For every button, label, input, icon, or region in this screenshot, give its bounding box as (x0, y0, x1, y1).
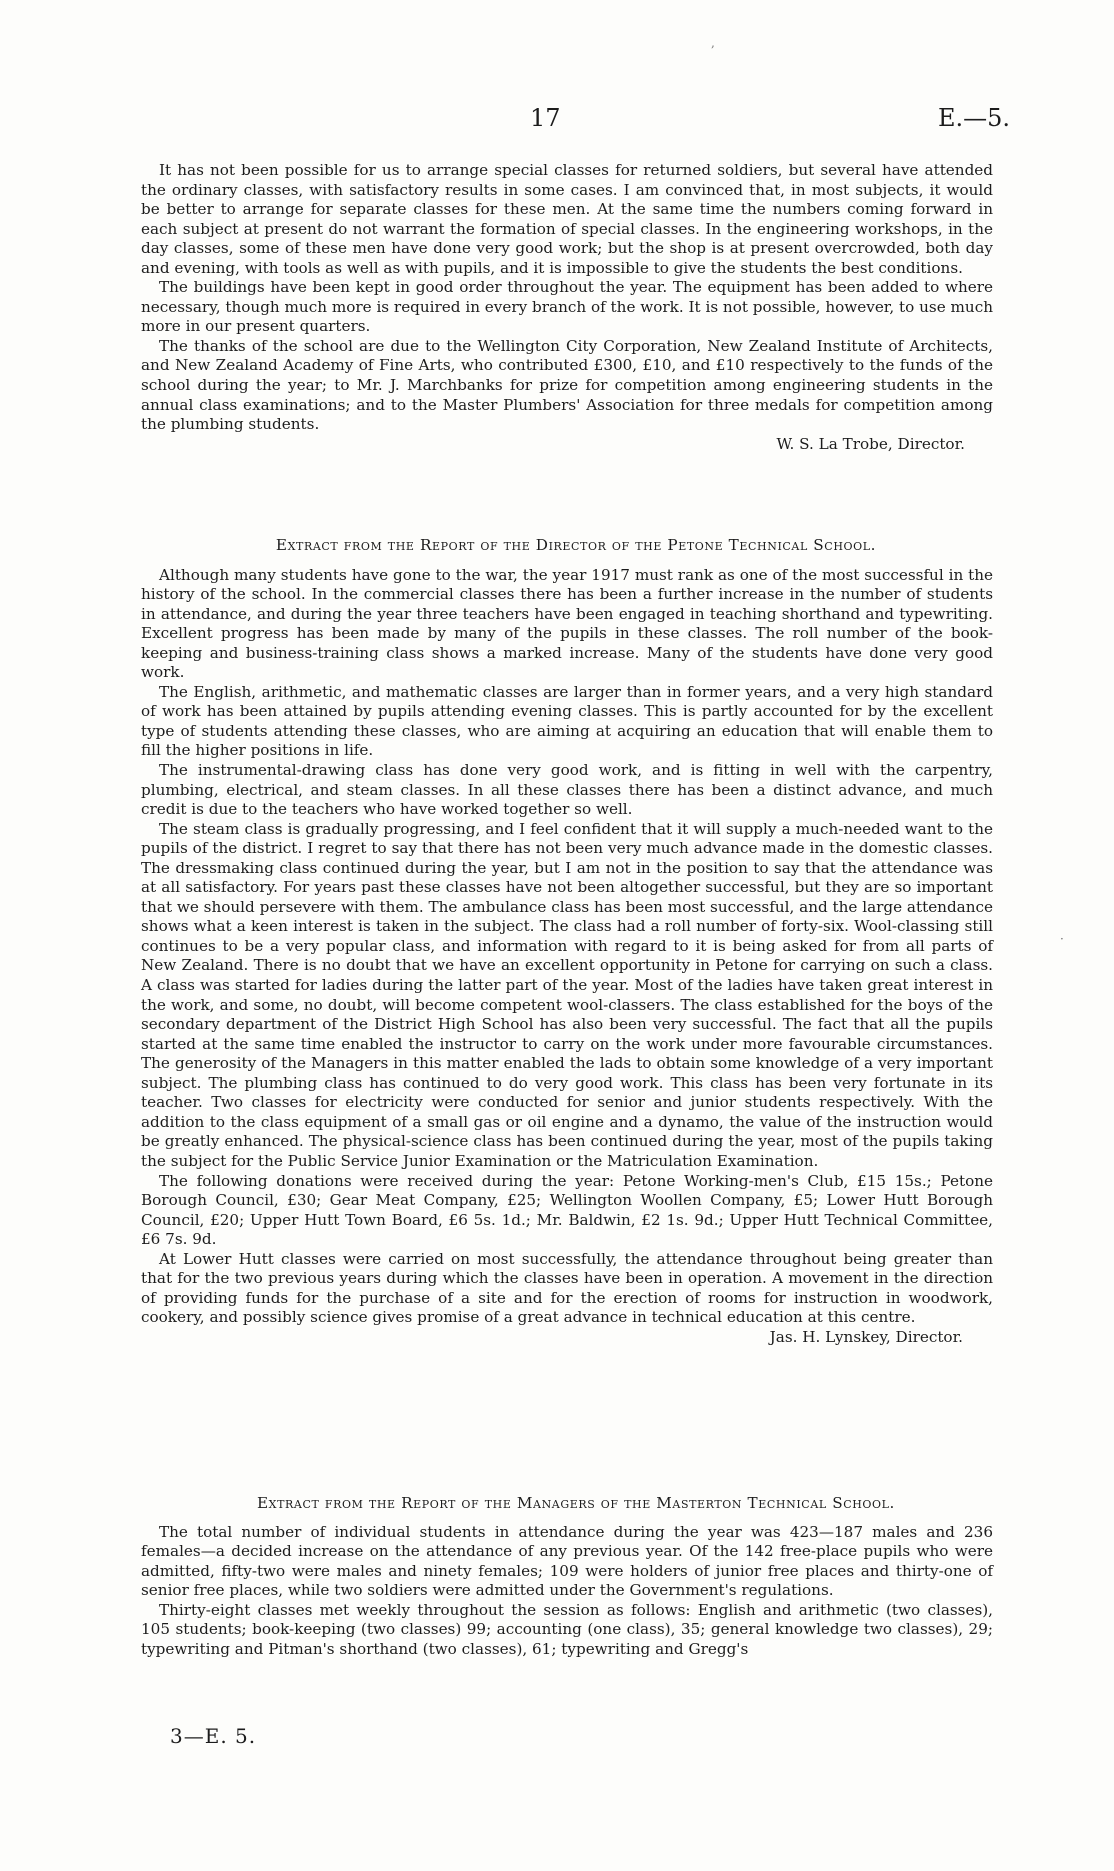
paragraph: Thirty-eight classes met weekly throughout the session as follows: English and arithmetic (two classes), 105 students; book-keeping (two classes) 99; accounting (one class), 35; general knowledge two classes), 29; typewriting and Pitman's shorthand (two classes), 61; typewriting and Gregg's (141, 1600, 993, 1658)
section-petone-report (141, 536, 993, 1347)
paragraph: The English, arithmetic, and mathematic classes are larger than in former years, and a very high standard of work has been attained by pupils attending evening classes. This is partly accounted for by the excellent type of students attending these classes, who are aiming at acquiring an education that will enable them to fill the higher positions in life. (141, 682, 993, 760)
paragraph: Although many students have gone to the war, the year 1917 must rank as one of the most successful in the history of the school. In the commercial classes there has been a further increase in the number of students in attendance, and during the year three teachers have been engaged in teaching shorthand and typewriting. Excellent progress has been made by many of the pupils in these classes. The roll number of the book-keeping and business-training class shows a marked increase. Many of the students have done very good work. (141, 565, 993, 682)
page-number: 17 (530, 104, 561, 132)
section-la-trobe-report (141, 161, 993, 454)
scan-speck: , (711, 36, 715, 50)
signature: W. S. La Trobe, Director. (776, 434, 965, 453)
paragraph: The buildings have been kept in good order throughout the year. The equipment has been added to where necessary, though much more is required in every branch of the work. It is not possible, however, to use much more in our present quarters. (141, 278, 993, 336)
page-header (0, 104, 1114, 138)
section-heading: Extract from the Report of the Managers of the Masterton Technical School. (257, 1494, 895, 1512)
signature-mark: 3—E. 5. (170, 1724, 257, 1748)
paragraph: It has not been possible for us to arrange special classes for returned soldiers, but several have attended the ordinary classes, with satisfactory results in some cases. I am convinced that, in most subjects, it would be better to arrange for separate classes for these men. At the same time the numbers coming forward in each subject at present do not warrant the formation of special classes. In the engineering workshops, in the day classes, some of these men have done very good work; but the shop is at present overcrowded, both day and evening, with tools as well as with pupils, and it is impossible to give the students the best conditions. (141, 161, 993, 277)
paragraph: The steam class is gradually progressing, and I feel confident that it will supply a much-needed want to the pupils of the district. I regret to say that there has not been very much advance made in the domestic classes. The dressmaking class continued during the year, but I am not in the position to say that the attendance was at all satisfactory. For years past these classes have not been altogether successful, but they are so important that we should persevere with them. The ambulance class has been most successful, and the large attendance shows what a keen interest is taken in the subject. The class had a roll number of forty-six. Wool-classing still continues to be a very popular class, and information with regard to it is being asked for from all parts of New Zealand. There is no doubt that we have an excellent opportunity in Petone for carrying on such a class. A class was started for ladies during the latter part of the year. Most of the ladies have taken great interest in the work, and some, no doubt, will become competent wool-classers. The class established for the boys of the secondary department of the District High School has also been very successful. The fact that all the pupils started at the same time enabled the instructor to carry on the work under more favourable circumstances. The generosity of the Managers in this matter enabled the lads to obtain some knowledge of a very important subject. The plumbing class has continued to do very good work. This class has been very fortunate in its teacher. Two classes for electricity were conducted for senior and junior students respectively. With the addition to the class equipment of a small gas or oil engine and a dynamo, the value of the instruction would be greatly enhanced. The physical-science class has been continued during the year, most of the pupils taking the subject for the Public Service Junior Examination or the Matriculation Examination. (141, 819, 994, 1170)
paragraph: At Lower Hutt classes were carried on most successfully, the attendance throughout being greater than that for the two previous years during which the classes have been in operation. A movement in the direction of providing funds for the purchase of a site and for the erection of rooms for instruction in woodwork, cookery, and possibly science gives promise of a great advance in technical education at this centre. (141, 1249, 993, 1327)
page-reference: E.—5. (938, 104, 1011, 132)
paragraph: The thanks of the school are due to the Wellington City Corporation, New Zealand Institute of Architects, and New Zealand Academy of Fine Arts, who contributed £300, £10, and £10 respectively to the funds of the school during the year; to Mr. J. Marchbanks for prize for competition among engineering students in the annual class examinations; and to the Master Plumbers' Association for three medals for competition among the plumbing students. (141, 336, 993, 434)
scan-speck: · (1060, 932, 1064, 946)
section-heading: Extract from the Report of the Director of the Petone Technical School. (275, 536, 877, 554)
signature: Jas. H. Lynskey, Director. (769, 1327, 963, 1346)
section-masterton-report (141, 1494, 993, 1659)
paragraph: The total number of individual students in attendance during the year was 423—187 males and 236 females—a decided increase on the attendance of any previous year. Of the 142 free-place pupils who were admitted, fifty-two were males and ninety females; 109 were holders of junior free places and thirty-one of senior free places, while two soldiers were admitted under the Government's regulations. (141, 1522, 993, 1600)
paragraph: The instrumental-drawing class has done very good work, and is fitting in well with the carpentry, plumbing, electrical, and steam classes. In all these classes there has been a distinct advance, and much credit is due to the teachers who have worked together so well. (141, 761, 993, 819)
paragraph: The following donations were received during the year: Petone Working-men's Club, £15 15s.; Petone Borough Council, £30; Gear Meat Company, £25; Wellington Woollen Company, £5; Lower Hutt Borough Council, £20; Upper Hutt Town Board, £6 5s. 1d.; Mr. Baldwin, £2 1s. 9d.; Upper Hutt Technical Committee, £6 7s. 9d. (141, 1171, 993, 1249)
